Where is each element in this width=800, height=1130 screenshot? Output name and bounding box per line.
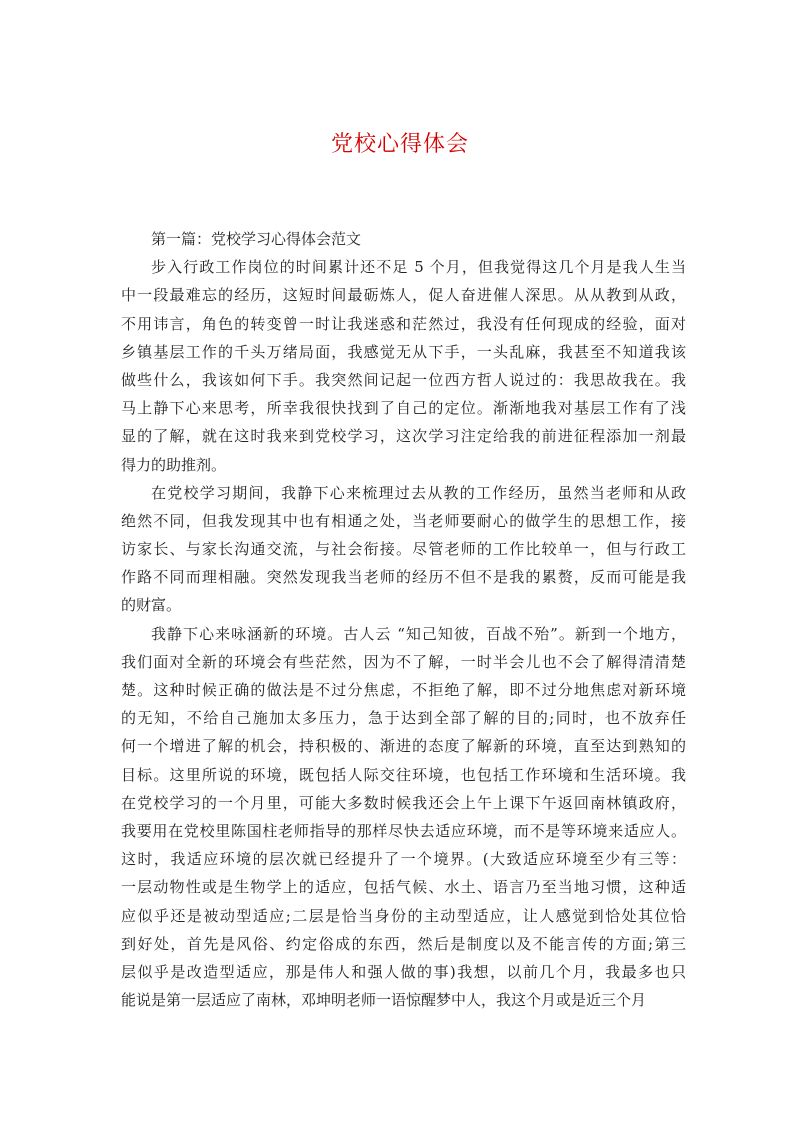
text-line: 显的了解，就在这时我来到党校学习，这次学习注定给我的前进征程添加一剂最 xyxy=(121,427,686,446)
text-line: 在党校学习的一个月里，可能大多数时候我还会上午上课下午返回南林镇政府， xyxy=(121,793,686,812)
paragraph xyxy=(121,225,686,253)
text-line: 何一个增进了解的机会，持积极的、渐进的态度了解新的环境，直至达到熟知的 xyxy=(121,737,686,756)
text-line: 不用讳言，角色的转变曾一时让我迷惑和茫然过，我没有任何现成的经验，面对 xyxy=(121,314,686,333)
text-line: 作路不同而理相融。突然发现我当老师的经历不但不是我的累赘，反而可能是我 xyxy=(121,568,686,587)
text-line: 第一篇：党校学习心得体会范文 xyxy=(151,230,362,248)
text-line: 访家长、与家长沟通交流，与社会衔接。尽管老师的工作比较单一，但与行政工 xyxy=(121,540,686,559)
text-line: 层似乎是改造型适应，那是伟人和强人做的事)我想，以前几个月，我最多也只 xyxy=(121,962,686,981)
text-line: 乡镇基层工作的千头万绪局面，我感觉无从下手，一头乱麻，我甚至不知道我该 xyxy=(121,342,686,361)
text-line: 应似乎还是被动型适应;二层是恰当身份的主动型适应，让人感觉到恰处其位恰 xyxy=(121,906,686,925)
text-line: 我要用在党校里陈国柱老师指导的那样尽快去适应环境，而不是等环境来适应人。 xyxy=(121,821,686,840)
document-title: 党校心得体会 xyxy=(330,132,469,157)
text-line: 到好处，首先是风俗、约定俗成的东西，然后是制度以及不能言传的方面;第三 xyxy=(121,934,686,953)
text-line: 目标。这里所说的环境，既包括人际交往环境，也包括工作环境和生活环境。我 xyxy=(121,765,686,784)
text-line: 一层动物性或是生物学上的适应，包括气候、水土、语言乃至当地习惯，这种适 xyxy=(121,878,686,897)
text-line: 我静下心来咏涵新的环境。古人云 “知己知彼，百战不殆”。新到一个地方， xyxy=(151,624,686,643)
text-line: 楚。这种时候正确的做法是不过分焦虑，不拒绝了解，即不过分地焦虑对新环境 xyxy=(121,681,686,699)
text-line: 这时，我适应环境的层次就已经提升了一个境界。(大致适应环境至少有三等： xyxy=(121,850,686,869)
paragraph xyxy=(121,253,686,479)
text-line: 在党校学习期间，我静下心来梳理过去从教的工作经历，虽然当老师和从政 xyxy=(151,483,686,502)
text-line: 绝然不同，但我发现其中也有相通之处，当老师要耐心的做学生的思想工作，接 xyxy=(121,511,686,530)
text-line: 能说是第一层适应了南林，邓坤明老师一语惊醒梦中人，我这个月或是近三个月 xyxy=(121,991,647,1010)
text-line: 我们面对全新的环境会有些茫然，因为不了解，一时半会儿也不会了解得清清楚 xyxy=(121,652,686,671)
text-line: 做些什么，我该如何下手。我突然间记起一位西方哲人说过的：我思故我在。我 xyxy=(121,370,686,389)
paragraph xyxy=(121,620,686,1015)
text-line: 步入行政工作岗位的时间累计还不足 5 个月，但我觉得这几个月是我人生当 xyxy=(151,258,686,277)
text-line: 的无知，不给自己施加太多压力，急于达到全部了解的目的;同时，也不放弃任 xyxy=(121,709,686,728)
text-line: 的财富。 xyxy=(121,596,182,615)
document-body xyxy=(121,225,686,1014)
paragraph xyxy=(121,479,686,620)
text-line: 得力的助推剂。 xyxy=(121,455,227,474)
text-line: 中一段最难忘的经历，这短时间最砺炼人，促人奋进催人深思。从从教到从政， xyxy=(121,286,686,305)
text-line: 马上静下心来思考，所幸我很快找到了自己的定位。渐渐地我对基层工作有了浅 xyxy=(121,399,686,418)
